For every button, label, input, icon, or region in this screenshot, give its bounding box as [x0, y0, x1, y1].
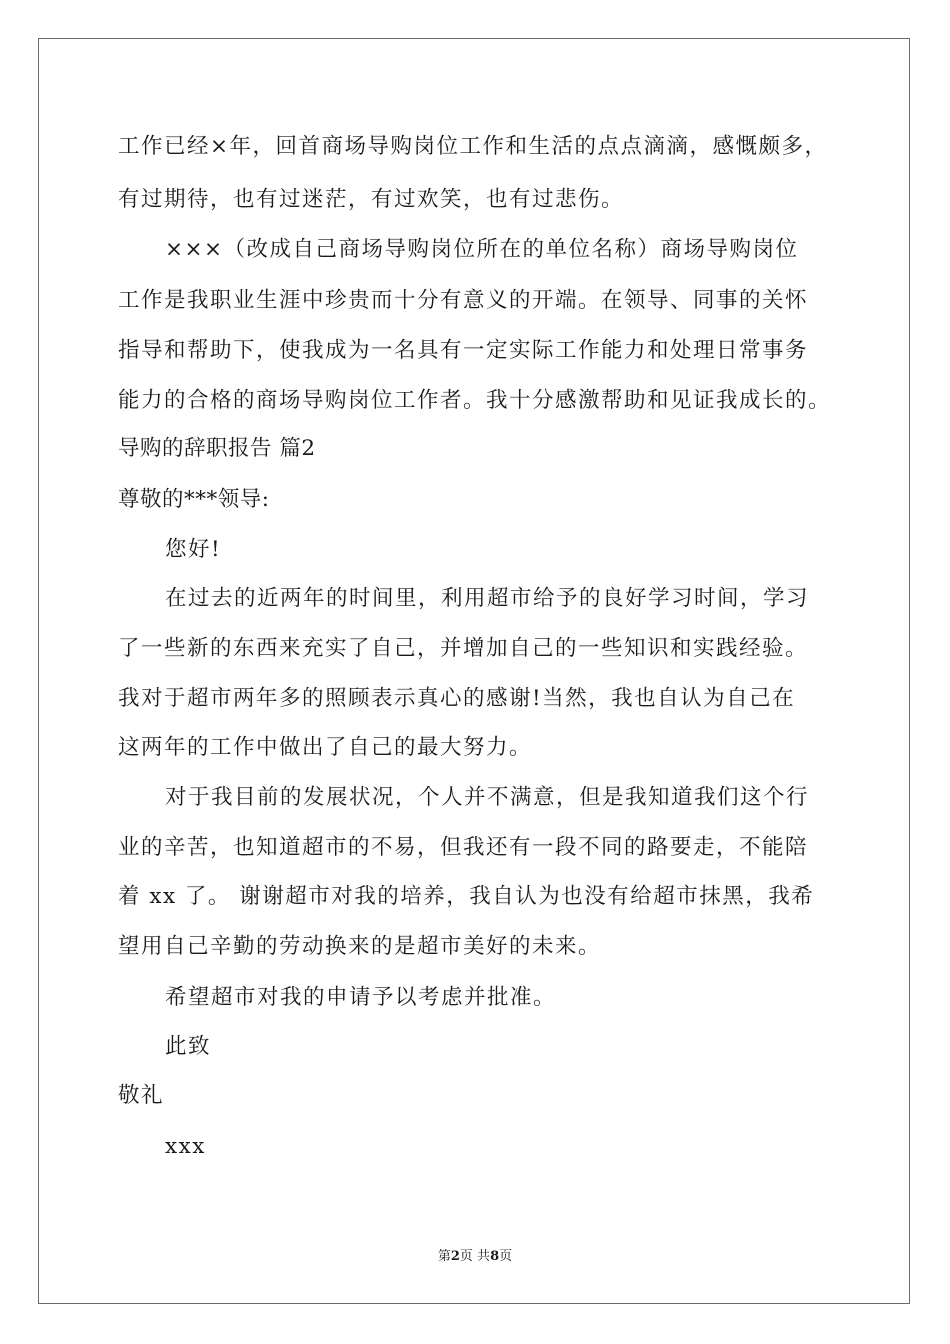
signature: xxx [165, 1134, 206, 1159]
closing-line: 此致 [165, 1034, 212, 1059]
page-prefix: 第 [437, 1249, 451, 1264]
text-line: ×××（改成自己商场导购岗位所在的单位名称）商场导购岗位 [165, 237, 799, 262]
closing-regards: 敬礼 [118, 1083, 165, 1108]
text-line: 希望超市对我的申请予以考虑并批准。 [165, 985, 557, 1010]
text-line: 有过期待，也有过迷茫，有过欢笑，也有过悲伤。 [118, 187, 625, 212]
current-page-number: 2 [450, 1249, 460, 1264]
text-line: 这两年的工作中做出了自己的最大努力。 [118, 735, 533, 760]
text-line: 了一些新的东西来充实了自己，并增加自己的一些知识和实践经验。 [118, 636, 809, 661]
section-heading: 导购的辞职报告 篇2 [118, 436, 316, 461]
page-footer [0, 1248, 950, 1266]
text-line: 工作已经×年，回首商场导购岗位工作和生活的点点滴滴，感慨颇多， [118, 134, 828, 159]
page-border [38, 38, 910, 1304]
greeting: 您好! [165, 537, 222, 562]
text-line: 望用自己辛勤的劳动换来的是超市美好的未来。 [118, 934, 602, 959]
text-line: 在过去的近两年的时间里，利用超市给予的良好学习时间，学习 [165, 586, 810, 611]
text-line: 工作是我职业生涯中珍贵而十分有意义的开端。在领导、同事的关怀 [118, 288, 809, 313]
text-line: 对于我目前的发展状况，个人并不满意，但是我知道我们这个行 [165, 785, 810, 810]
text-line: 业的辛苦，也知道超市的不易，但我还有一段不同的路要走，不能陪 [118, 835, 809, 860]
total-page-number: 8 [490, 1249, 500, 1264]
text-line: 着 xx 了。 谢谢超市对我的培养，我自认为也没有给超市抹黑，我希 [118, 884, 815, 909]
text-line: 我对于超市两年多的照顾表示真心的感谢!当然，我也自认为自己在 [118, 686, 796, 711]
text-line: 指导和帮助下，使我成为一名具有一定实际工作能力和处理日常事务 [118, 338, 809, 363]
text-line: 能力的合格的商场导购岗位工作者。我十分感激帮助和见证我成长的。 [118, 388, 832, 413]
salutation: 尊敬的***领导: [118, 487, 270, 512]
page-mid: 页 共 [459, 1249, 491, 1264]
page-suffix: 页 [499, 1249, 513, 1264]
